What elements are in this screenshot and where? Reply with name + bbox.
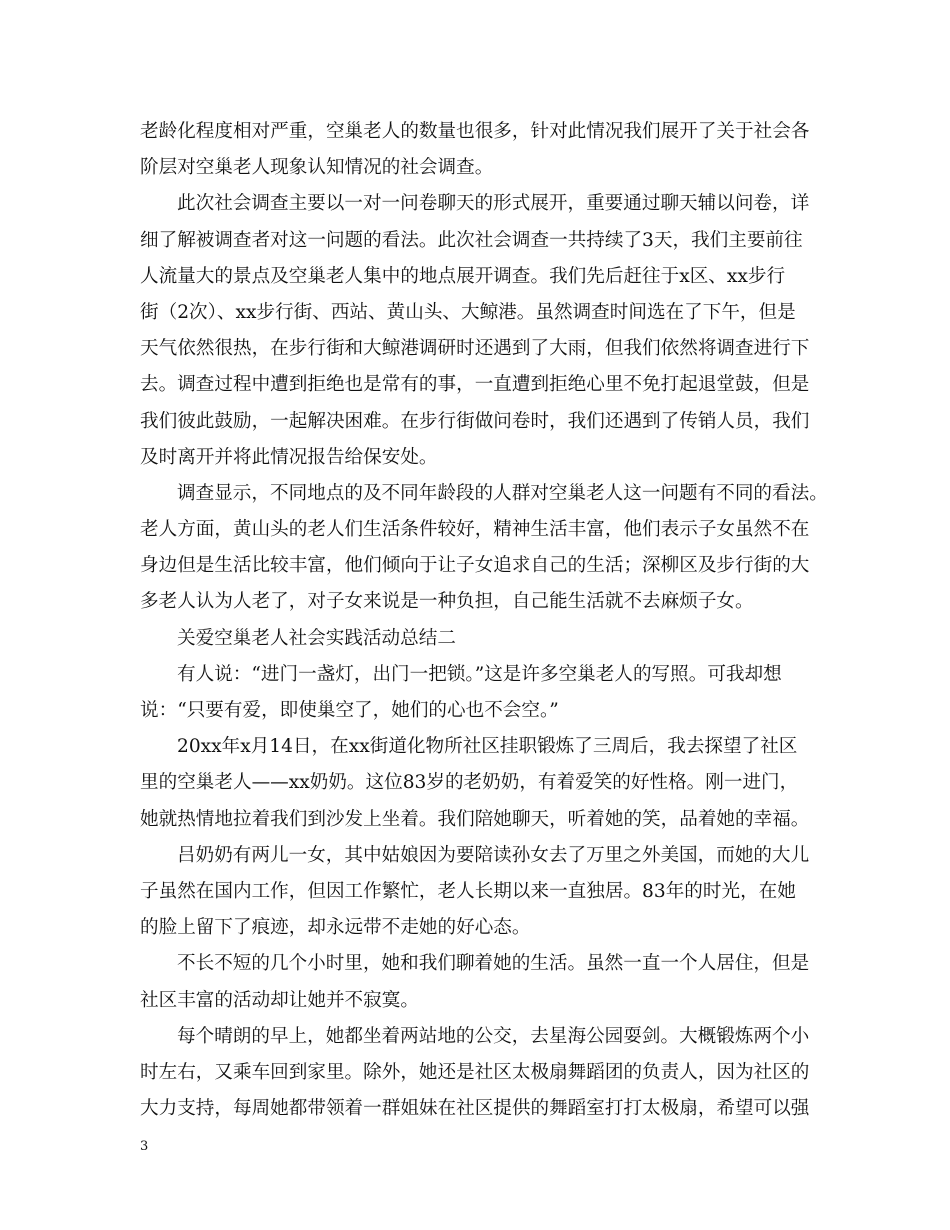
text-line: 时左右，又乘车回到家里。除外，她还是社区太极扇舞蹈团的负责人，因为社区的 <box>140 1061 810 1083</box>
text-line: 天气依然很热，在步行街和大鲸港调研时还遇到了大雨，但我们依然将调查进行下 <box>140 338 810 360</box>
text-line: 里的空巢老人——xx奶奶。这位83岁的老奶奶，有着爱笑的好性格。刚一进门， <box>140 772 799 794</box>
text-line: 我们彼此鼓励，一起解决困难。在步行街做问卷时，我们还遇到了传销人员，我们 <box>140 410 810 432</box>
text-line: 细了解被调查者对这一问题的看法。此次社会调查一共持续了3天，我们主要前往 <box>140 229 803 251</box>
page-number: 3 <box>140 1139 149 1154</box>
text-line: 吕奶奶有两儿一女，其中姑娘因为要陪读孙女去了万里之外美国，而她的大儿 <box>177 844 810 866</box>
text-line: 多老人认为人老了，对子女来说是一种负担，自己能生活就不去麻烦子女。 <box>140 591 754 613</box>
text-line: 阶层对空巢老人现象认知情况的社会调查。 <box>140 157 494 179</box>
text-line: 人流量大的景点及空巢老人集中的地点展开调查。我们先后赶往于x区、xx步行 <box>140 265 786 287</box>
text-line: 老人方面，黄山头的老人们生活条件较好，精神生活丰富，他们表示子女虽然不在 <box>140 519 810 541</box>
text-line: 老龄化程度相对严重，空巢老人的数量也很多，针对此情况我们展开了关于社会各 <box>140 121 810 142</box>
section-heading: 关爱空巢老人社会实践活动总结二 <box>177 627 456 649</box>
text-line: 此次社会调查主要以一对一问卷聊天的形式展开，重要通过聊天辅以问卷，详 <box>177 193 810 215</box>
text-line: 社区丰富的活动却让她并不寂寞。 <box>140 989 419 1011</box>
text-line: 大力支持，每周她都带领着一群姐妹在社区提供的舞蹈室打打太极扇，希望可以强 <box>140 1098 810 1120</box>
text-line: 她就热情地拉着我们到沙发上坐着。我们陪她聊天，听着她的笑，品着她的幸福。 <box>140 808 810 830</box>
text-line: 子虽然在国内工作，但因工作繁忙，老人长期以来一直独居。83年的时光，在她 <box>140 880 796 902</box>
text-line: 及时离开并将此情况报告给保安处。 <box>140 446 438 468</box>
text-line: 去。调查过程中遭到拒绝也是常有的事，一直遭到拒绝心里不免打起退堂鼓，但是 <box>140 374 810 396</box>
text-line: 身边但是生活比较丰富，他们倾向于让子女追求自己的生活；深柳区及步行街的大 <box>140 555 810 577</box>
text-line: 每个晴朗的早上，她都坐着两站地的公交，去星海公园耍剑。大概锻炼两个小 <box>177 1025 810 1047</box>
text-line: 说：“只要有爱，即使巢空了，她们的心也不会空。” <box>140 700 559 721</box>
text-line: 的脸上留下了痕迹，却永远带不走她的好心态。 <box>140 917 531 939</box>
text-line: 调查显示，不同地点的及不同年龄段的人群对空巢老人这一问题有不同的看法。 <box>177 482 828 504</box>
body-text <box>140 114 828 1127</box>
text-line: 街（2次）、xx步行街、西站、黄山头、大鲸港。虽然调查时间选在了下午，但是 <box>140 301 796 323</box>
text-line: 20xx年x月14日，在xx街道化物所社区挂职锻炼了三周后，我去探望了社区 <box>177 736 798 758</box>
text-line: 有人说：“进门一盏灯，出门一把锁。”这是许多空巢老人的写照。可我却想 <box>177 663 782 685</box>
text-line: 不长不短的几个小时里，她和我们聊着她的生活。虽然一直一个人居住，但是 <box>177 953 810 975</box>
